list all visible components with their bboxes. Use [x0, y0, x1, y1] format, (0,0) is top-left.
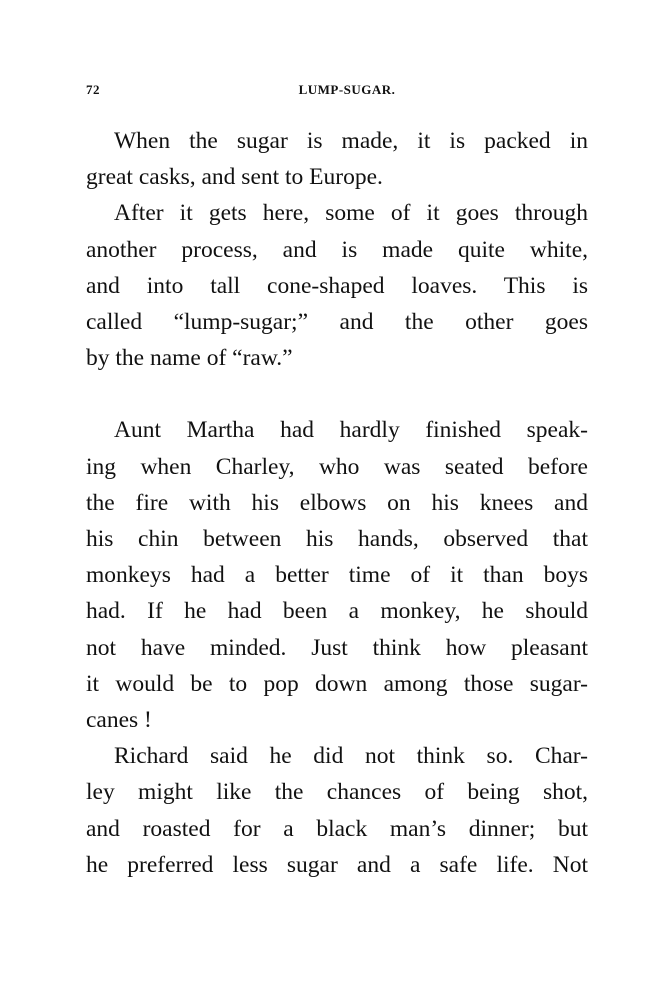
text-line: and roasted for a black man’s dinner; but [86, 815, 588, 842]
text-line: called “lump-sugar;” and the other goes [86, 309, 588, 336]
text-line: another process, and is made quite white, [86, 236, 588, 263]
paragraph-2 [86, 195, 588, 376]
text-line: canes ! [86, 707, 152, 734]
text-line: the fire with his elbows on his knees and [86, 489, 588, 516]
text-line: had. If he had been a monkey, he should [86, 598, 588, 625]
text-line: monkeys had a better time of it than boys [86, 562, 588, 589]
text-line: ley might like the chances of being shot, [86, 779, 588, 806]
section-break [86, 376, 588, 412]
page-number: 72 [86, 82, 100, 97]
text-line: Aunt Martha had hardly finished speak- [114, 417, 588, 444]
text-line: After it gets here, some of it goes through [114, 200, 588, 227]
paragraph-1 [86, 123, 588, 195]
body-text [86, 123, 588, 883]
text-line: and into tall cone-shaped loaves. This is [86, 272, 588, 299]
text-line: great casks, and sent to Europe. [86, 164, 383, 191]
page-header [86, 82, 588, 102]
text-line: ing when Charley, who was seated before [86, 453, 588, 480]
running-head: LUMP-SUGAR. [298, 82, 396, 97]
text-line: by the name of “raw.” [86, 345, 293, 372]
text-line: it would be to pop down among those sugar- [86, 670, 588, 697]
text-line: his chin between his hands, observed that [86, 526, 588, 553]
paragraph-4 [86, 738, 588, 883]
text-line: When the sugar is made, it is packed in [114, 128, 588, 154]
text-line: not have minded. Just think how pleasant [86, 634, 588, 661]
text-line: he preferred less sugar and a safe life. Not [86, 851, 588, 878]
text-line: Richard said he did not think so. Char- [114, 743, 588, 770]
paragraph-3 [86, 412, 588, 738]
